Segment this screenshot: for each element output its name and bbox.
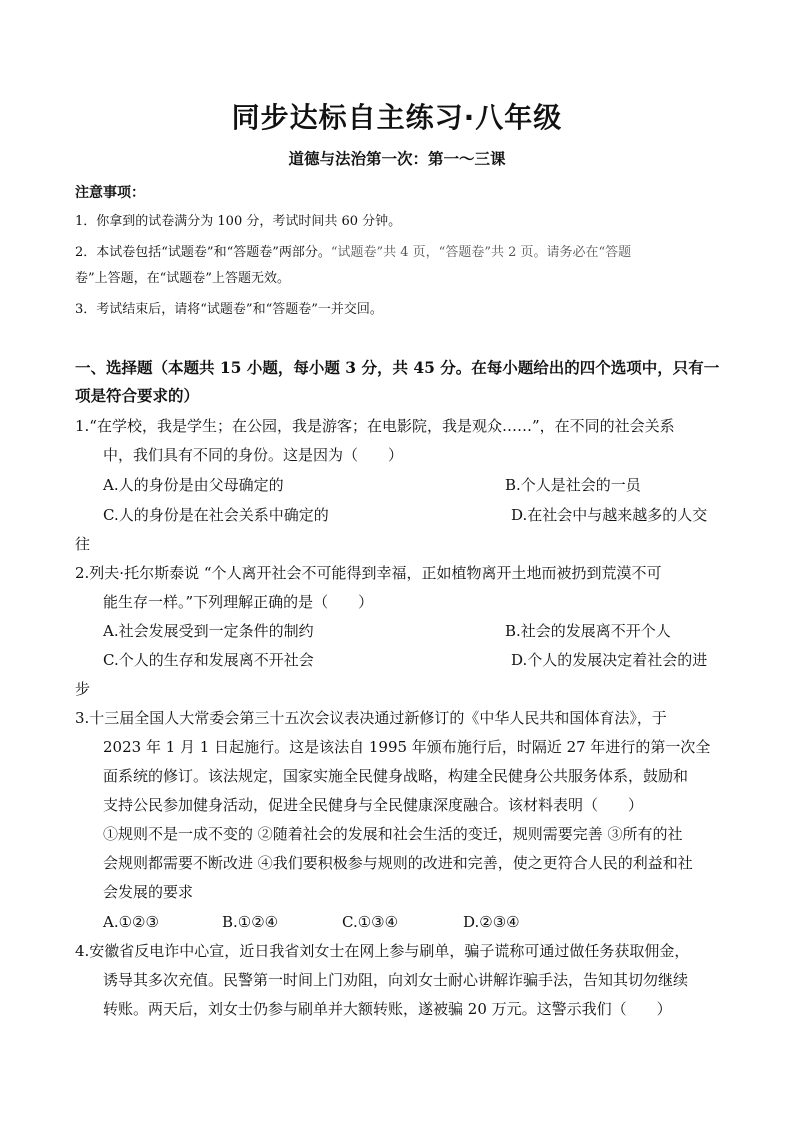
note-1: 1．你拿到的试卷满分为 100 分，考试时间共 60 分钟。: [75, 214, 402, 229]
q3-stem-line-2: 2023 年 1 月 1 日起施行。这是该法自 1995 年颁布施行后，时隔近 27 年进行的第一次全: [103, 738, 711, 756]
q3-option-d: D.②③④: [463, 913, 520, 931]
q3-stem-line-4: 支持公民参加健身活动，促进全民健身与全民健康深度融合。该材料表明（ ）: [103, 796, 644, 814]
note-3: 3．考试结束后，请将“试题卷”和“答题卷”一并交回。: [75, 302, 383, 317]
q1-option-b: B.个人是社会的一员: [505, 476, 641, 494]
q3-stem-line-1: 3.十三届全国人大常委会第三十五次会议表决通过新修订的《中华人民共和国体育法》，于: [75, 709, 667, 727]
section-heading-line-2: 项是符合要求的）: [75, 386, 200, 405]
q2-option-d: D.个人的发展决定着社会的进: [511, 651, 708, 669]
notes-heading: 注意事项：: [75, 185, 145, 201]
q2-stem-line-2: 能生存一样。”下列理解正确的是（ ）: [103, 593, 374, 611]
q4-stem-line-1: 4.安徽省反电诈中心宣，近日我省刘女士在网上参与刷单，骗子谎称可通过做任务获取佣金，: [75, 942, 690, 960]
note-2-part-1: 2．本试卷包括“试题卷”和“答题卷”两部分。: [75, 245, 331, 260]
q2-stem-line-1: 2.列夫·托尔斯泰说 “个人离开社会不可能得到幸福，正如植物离开土地而被扔到荒漠不可: [75, 564, 662, 582]
q3-statements-line-1: ①规则不是一成不变的 ②随着社会的发展和社会生活的变迁，规则需要完善 ③所有的社: [103, 825, 683, 843]
note-2-part-2: “试题卷”共 4 页，“答题卷”共 2 页。请务必在“答题: [330, 245, 632, 260]
q1-option-d: D.在社会中与越来越多的人交: [511, 506, 708, 524]
q3-option-c: C.①③④: [342, 913, 399, 931]
q2-option-a: A.社会发展受到一定条件的制约: [103, 622, 314, 640]
q2-option-b: B.社会的发展离不开个人: [505, 622, 671, 640]
q1-option-c: C.人的身份是在社会关系中确定的: [103, 506, 329, 524]
q1-option-a: A.人的身份是由父母确定的: [103, 476, 284, 494]
q3-stem-line-3: 面系统的修订。该法规定，国家实施全民健身战略，构建全民健身公共服务体系，鼓励和: [103, 767, 689, 785]
note-2-line-1: [75, 243, 631, 263]
note-2-line-2: 卷”上答题，在“试题卷”上答题无效。: [75, 271, 290, 286]
q3-statements-line-3: 会发展的要求: [103, 883, 194, 901]
q1-stem-line-1: 1.“在学校，我是学生；在公园，我是游客；在电影院，我是观众……”，在不同的社会关系: [75, 417, 675, 435]
page-subtitle: 道德与法治第一次：第一～三课: [288, 149, 506, 168]
q2-option-c: C.个人的生存和发展离不开社会: [103, 651, 314, 669]
q4-stem-line-2: 诱导其多次充值。民警第一时间上门劝阻，向刘女士耐心讲解诈骗手法，告知其切勿继续: [103, 971, 689, 989]
q3-statements-line-2: 会规则都需要不断改进 ④我们要积极参与规则的改进和完善，使之更符合人民的利益和社: [103, 854, 693, 872]
q3-option-b: B.①②④: [222, 913, 279, 931]
q3-option-a: A.①②③: [103, 913, 159, 931]
q2-option-d-wrap: 步: [75, 680, 91, 698]
page-title: 同步达标自主练习·八年级: [231, 101, 563, 134]
q1-option-d-wrap: 往: [75, 535, 91, 553]
section-heading-line-1: 一、选择题（本题共 15 小题，每小题 3 分，共 45 分。在每小题给出的四个选项中，只有一: [75, 358, 720, 377]
q1-stem-line-2: 中，我们具有不同的身份。这是因为（ ）: [103, 446, 404, 464]
q4-stem-line-3: 转账。两天后，刘女士仍参与刷单并大额转账，遂被骗 20 万元。这警示我们（ ）: [103, 1000, 672, 1018]
